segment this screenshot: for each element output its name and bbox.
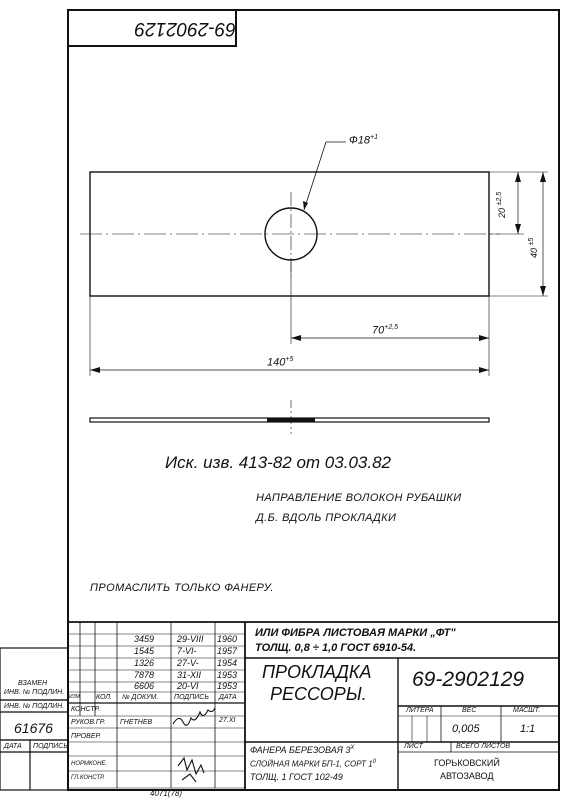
material-alt-line2: СЛОЙНАЯ МАРКИ БП-1, СОРТ $1^0$ [250,759,376,769]
inv-label-bottom: ИНВ. № ПОДЛИН. [4,703,65,710]
offset-dimension: $70^{+2,5}$ [372,324,399,337]
header-date: ДАТА [219,694,237,701]
scale-value: 1:1 [520,723,536,735]
revision-year: 1953 [217,670,238,680]
role-checker: ПРОВЕР. [71,733,102,740]
format-code: 4071(78) [150,789,183,798]
revision-date: 20-VI [177,681,199,691]
revision-doc: 3459 [134,634,155,644]
left-strip-grid [0,648,68,790]
header-litera: ЛИТЕРА [406,707,434,714]
signature-scribble [173,708,215,725]
height-dimension: 40 $^{\pm 5}$ [528,237,539,258]
header-weight: ВЕС [462,707,477,714]
role-norm-control: НОРМКОНЕ. [71,761,108,767]
role-designer: КОНСТР. [71,706,101,713]
inv-label-top: ИНВ. № ПОДЛИН. [4,689,65,696]
revision-year: 1953 [217,681,238,691]
header-total-sheets: ВСЕГО ЛИСТОВ [456,743,511,750]
material-main-line2: ТОЛЩ. 0,8 ÷ 1,0 ГОСТ 6910-54. [255,642,417,654]
header-change: ИЗМ. [69,694,82,700]
company-line1: ГОРЬКОВСКИЙ [434,758,500,768]
header-count: КОЛ. [96,694,113,701]
revision-date: 27-V- [177,658,199,668]
company-line2: АВТОЗАВОД [440,771,494,781]
sign-label: ПОДПИСЬ [33,743,68,750]
top-drawing-number: 69-2902129 [134,18,236,39]
revision-date: 29-VIII [177,634,204,644]
revision-year: 1957 [217,646,238,656]
header-sheet: ЛИСТ [404,743,423,750]
fiber-note-line1: НАПРАВЛЕНИЕ ВОЛОКОН РУБАШКИ [256,492,462,504]
revision-date: 7-VI- [177,646,197,656]
date-label: ДАТА [4,743,22,750]
weight-value: 0,005 [452,723,480,735]
revision-doc: 1545 [134,646,155,656]
part-title-line1: ПРОКЛАДКА [262,662,372,682]
replaces-label: ВЗАМЕН [18,680,48,687]
part-title-line2: РЕССОРЫ. [270,684,367,704]
revision-year: 1960 [217,634,238,644]
revision-date: 31-XII [177,670,202,680]
oil-note: ПРОМАСЛИТЬ ТОЛЬКО ФАНЕРУ. [90,582,274,594]
group-lead-name: ГНЕТНЕВ [120,719,153,726]
material-alt-line3: ТОЛЩ. 1 ГОСТ 102-49 [250,772,343,782]
inv-number: 61676 [14,720,53,736]
role-group-lead: РУКОВ.ГР. [71,719,106,726]
revision-doc: 1326 [134,658,155,668]
header-sign: ПОДПИСЬ [174,694,209,701]
header-scale: МАСШТ. [513,707,541,714]
source-note: Иск. изв. 413-82 от 03.03.82 [165,453,391,472]
drawing-number: 69-2902129 [412,668,525,691]
hole-diameter-label: $Ф18^{+1}$ [349,134,378,147]
half-height-dimension: 20 $^{\pm 2,5}$ [496,191,507,218]
fiber-note-line2: Д.Б. ВДОЛЬ ПРОКЛАДКИ [256,512,397,524]
header-doc: № ДОКУМ. [122,694,159,701]
material-alt-line1: ФАНЕРА БЕРЕЗОВАЯ $3^Х$ [250,745,355,755]
role-chief-designer: ГЛ.КОНСТР. [71,775,105,781]
material-main-line1: ИЛИ ФИБРА ЛИСТОВАЯ МАРКИ „ФТ" [255,627,456,639]
revision-doc: 6606 [134,681,155,691]
length-dimension: $140^{+5}$ [267,356,294,369]
stamp-scribble [178,758,204,782]
revision-year: 1954 [217,658,238,668]
revision-doc: 7878 [134,670,155,680]
signature-date: 27.XI [219,717,236,724]
